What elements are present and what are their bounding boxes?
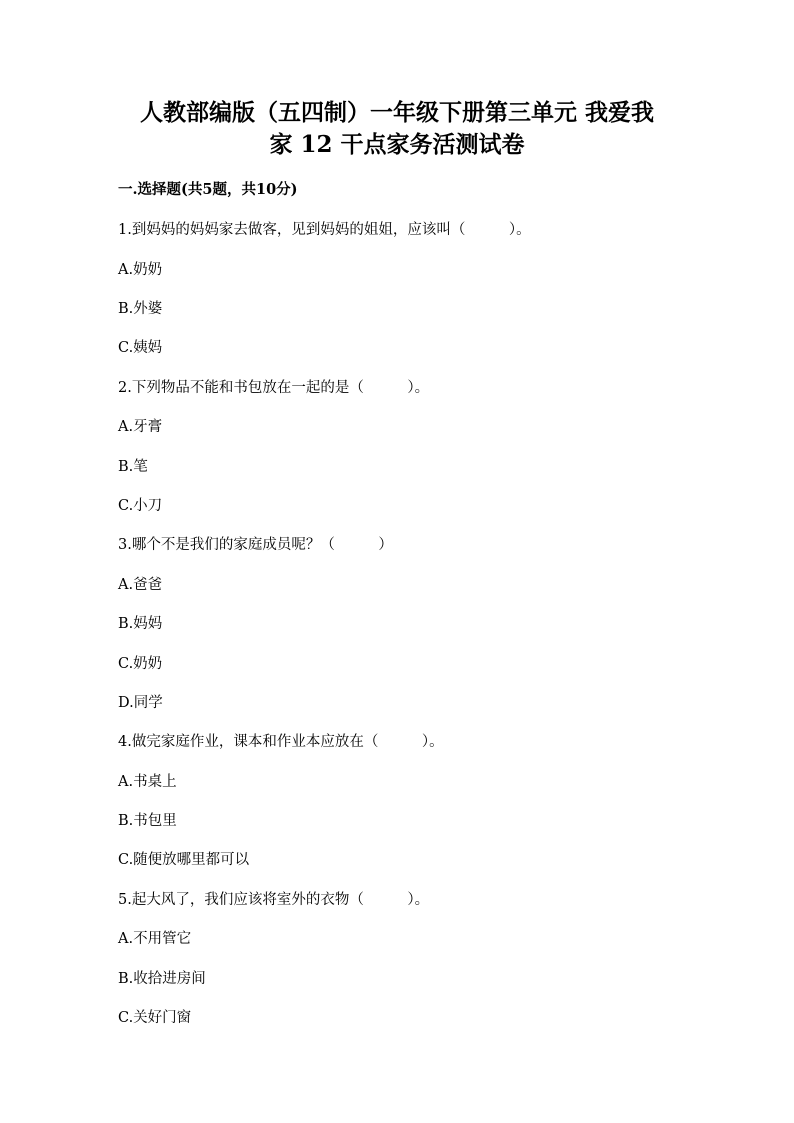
q4-option-c: C.随便放哪里都可以 xyxy=(118,852,250,868)
q4-option-b: B.书包里 xyxy=(118,813,177,829)
q5-option-b: B.收拾进房间 xyxy=(118,971,206,987)
question-2-stem: 2.下列物品不能和书包放在一起的是（ ）。 xyxy=(118,380,430,396)
q2-option-c: C.小刀 xyxy=(118,498,163,514)
title-line-2: 家 12 干点家务活测试卷 xyxy=(269,131,525,158)
q1-option-b: B.外婆 xyxy=(118,301,163,317)
q4-option-a: A.书桌上 xyxy=(118,774,177,790)
q3-option-b: B.妈妈 xyxy=(118,616,163,632)
q1-option-c: C.姨妈 xyxy=(118,340,163,356)
question-3-stem: 3.哪个不是我们的家庭成员呢？（ ） xyxy=(118,537,393,553)
q2-option-b: B.笔 xyxy=(118,459,148,475)
question-5-stem: 5.起大风了，我们应该将室外的衣物（ ）。 xyxy=(118,892,430,908)
question-1-stem: 1.到妈妈的妈妈家去做客，见到妈妈的姐姐，应该叫（ ）。 xyxy=(118,222,531,238)
q1-option-a: A.奶奶 xyxy=(118,262,163,278)
q5-option-a: A.不用管它 xyxy=(118,931,192,947)
q3-option-c: C.奶奶 xyxy=(118,656,163,672)
section-heading: 一.选择题(共5题，共10分) xyxy=(118,181,298,198)
q2-option-a: A.牙膏 xyxy=(118,419,163,435)
q3-option-a: A.爸爸 xyxy=(118,577,163,593)
q3-option-d: D.同学 xyxy=(118,695,163,711)
q5-option-c: C.关好门窗 xyxy=(118,1010,192,1026)
question-4-stem: 4.做完家庭作业，课本和作业本应放在（ ）。 xyxy=(118,734,444,750)
title-line-1: 人教部编版（五四制）一年级下册第三单元 我爱我 xyxy=(139,99,654,126)
